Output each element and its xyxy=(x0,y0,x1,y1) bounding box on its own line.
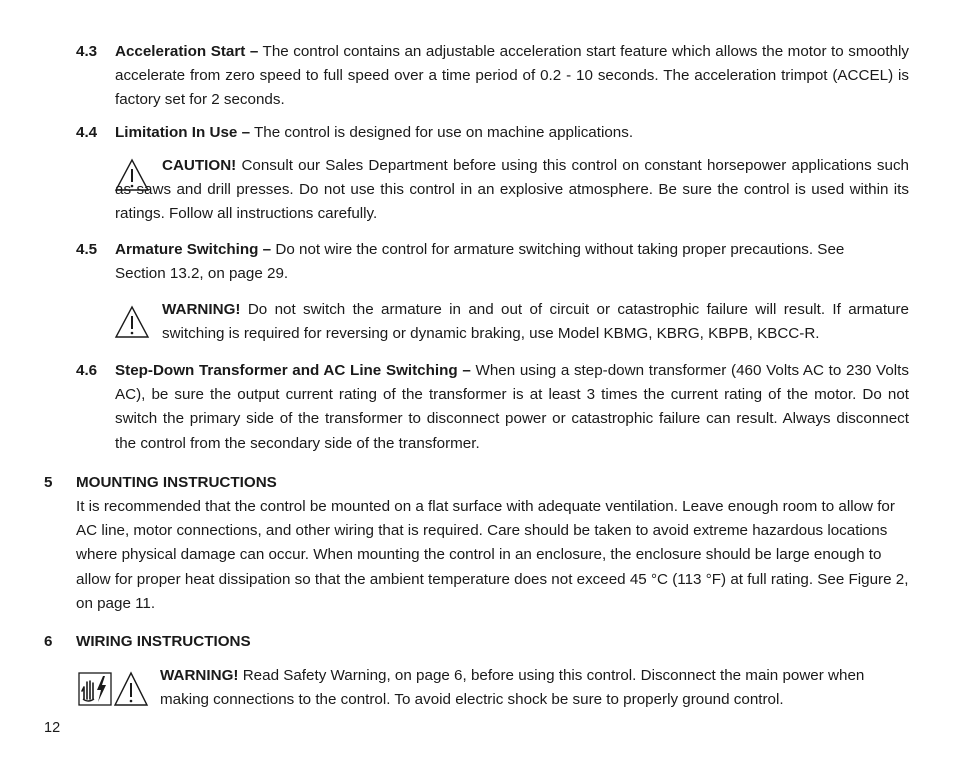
section-5-body: It is recommended that the control be mounted on a flat surface with adequate ventilation. Leave enough room to allow for AC line, motor connections, and other wiring that is required. Care should be taken to avoid extreme hazardous locations where physical damage can occur. When mounting the control in an enclosure, the enclosure should be large enough to allow for proper heat dissipation so that the ambient temperature does not exceed 45 °C (113 °F) at full rating. See Figure 2, on page 11. xyxy=(76,498,909,612)
section-6-title: WIRING INSTRUCTIONS xyxy=(76,633,251,650)
warning-wiring-body: Read Safety Warning, on page 6, before using this control. Disconnect the main power when making connections to the control. To avoid electric shock be sure to properly ground control. xyxy=(160,667,865,709)
section-4-3-title: Acceleration Start – xyxy=(115,43,259,60)
warning-armature-body: Do not switch the armature in and out of circuit or catastrophic failure will result. If armature switching is required for reversing or dynamic braking, use Model KBMG, KBRG, KBPB, KBCC-R. xyxy=(162,301,909,343)
section-4-6-title: Step-Down Transformer and AC Line Switching – xyxy=(115,362,471,379)
caution-paragraph xyxy=(115,154,909,227)
section-4-4-title: Limitation In Use – xyxy=(115,124,251,141)
section-4-5-title: Armature Switching – xyxy=(115,241,272,258)
warning-triangle-icon-2 xyxy=(113,671,149,707)
caution-body: Consult our Sales Department before using this control on constant horsepower applications such as saws and drill presses. Do not use this control in an explosive atmosphere. Be sure the control is used within its ratings. Follow all instructions carefully. xyxy=(115,157,909,223)
warning-armature-label: WARNING! xyxy=(162,301,241,318)
section-4-4-body: The control is designed for use on machine applications. xyxy=(253,124,634,141)
section-4-4-paragraph xyxy=(115,121,909,145)
page-number: 12 xyxy=(44,720,61,736)
section-4-6-body: When using a step-down transformer (460 Volts AC to 230 Volts AC), be sure the output current rating of the transformer is at least 3 times the current rating of the motor. Do not switch the primary side of the transformer to disconnect power or catastrophic failure can result. Always disconnect the control from the secondary side of the transformer. xyxy=(115,362,909,452)
section-number-4-3: 4.3 xyxy=(76,43,98,60)
section-number-4-6: 4.6 xyxy=(76,362,98,379)
section-number-4-4: 4.4 xyxy=(76,124,98,141)
section-number-6: 6 xyxy=(44,633,53,650)
electric-shock-hand-icon xyxy=(78,672,112,706)
warning-triangle-icon xyxy=(114,305,150,339)
section-number-4-5: 4.5 xyxy=(76,241,98,258)
section-4-5-body: Do not wire the control for armature switching without taking proper precautions. See Section 13.2, on page 29. xyxy=(115,241,845,283)
warning-wiring-label: WARNING! xyxy=(160,667,239,684)
section-4-3-body: The control contains an adjustable acceleration start feature which allows the motor to smoothly accelerate from zero speed to full speed over a time period of 0.2 - 10 seconds. The acceleration trimpot (ACCEL) is factory set for 2 seconds. xyxy=(115,43,909,109)
section-5-title: MOUNTING INSTRUCTIONS xyxy=(76,474,277,491)
section-4-5-paragraph xyxy=(115,238,895,286)
warning-wiring-paragraph xyxy=(160,664,910,712)
caution-label: CAUTION! xyxy=(162,157,237,174)
section-4-3-paragraph xyxy=(115,40,909,113)
section-4-6-paragraph xyxy=(115,359,909,456)
warning-armature-paragraph xyxy=(162,298,909,346)
section-number-5: 5 xyxy=(44,474,53,491)
